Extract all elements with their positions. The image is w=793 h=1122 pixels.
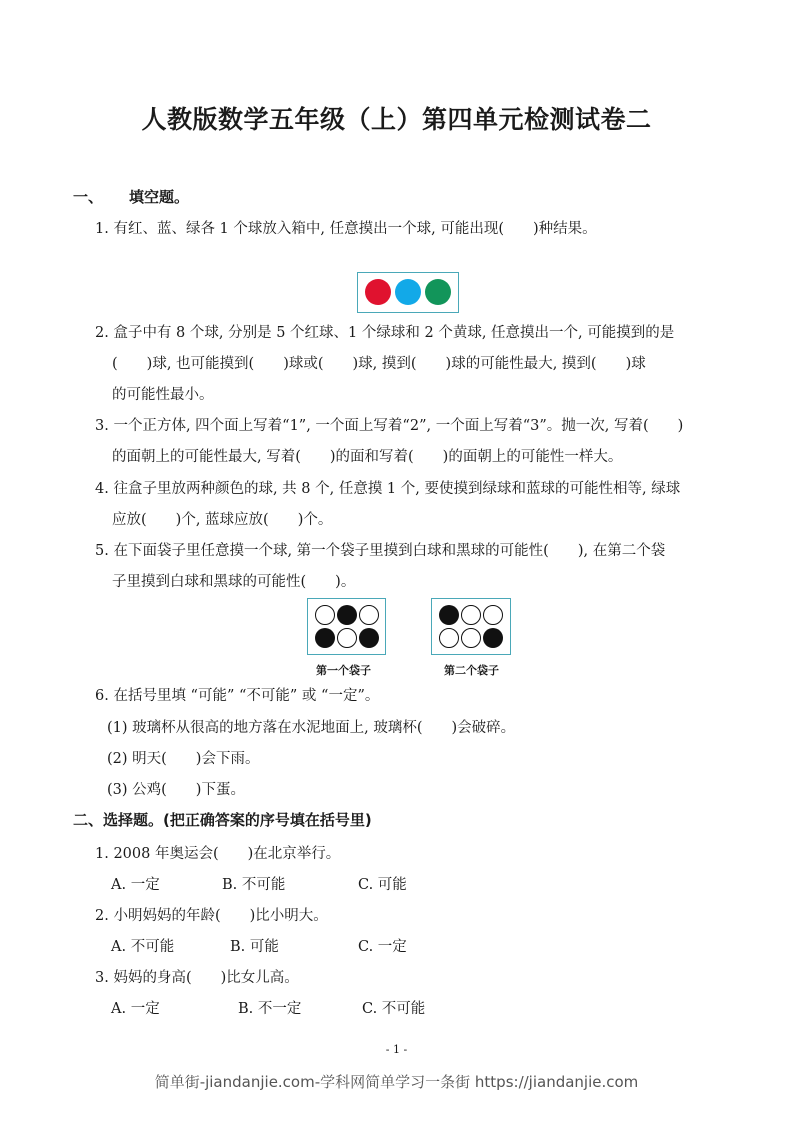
question-5-line2: 子里摸到白球和黑球的可能性( )。	[112, 574, 356, 590]
choice-question-1: 1. 2008 年奥运会( )在北京举行。	[95, 846, 341, 862]
first-bag-figure	[307, 598, 386, 655]
black-ball-icon	[359, 628, 379, 648]
first-bag-caption: 第一个袋子	[316, 664, 371, 677]
section2-heading: 二、选择题。(把正确答案的序号填在括号里)	[73, 811, 372, 829]
question-2-line1: 2. 盒子中有 8 个球, 分别是 5 个红球、1 个绿球和 2 个黄球, 任意摸出一个, 可能摸到的是	[95, 325, 675, 341]
section1-heading: 填空题。	[129, 188, 190, 206]
question-2-line3: 的可能性最小。	[112, 387, 214, 403]
white-ball-icon	[315, 605, 335, 625]
question-6: 6. 在括号里填 “可能” “不可能” 或 “一定”。	[95, 688, 380, 704]
three-balls-figure	[357, 272, 459, 313]
question-4-line1: 4. 往盒子里放两种颜色的球, 共 8 个, 任意摸 1 个, 要使摸到绿球和蓝球的可能性相等, 绿球	[95, 481, 681, 497]
question-4-line2: 应放( )个, 蓝球应放( )个。	[112, 512, 333, 528]
white-ball-icon	[359, 605, 379, 625]
green-ball-icon	[425, 279, 451, 305]
question-6-part1: (1) 玻璃杯从很高的地方落在水泥地面上, 玻璃杯( )会破碎。	[107, 720, 516, 736]
choice-question-2: 2. 小明妈妈的年龄( )比小明大。	[95, 908, 328, 924]
black-ball-icon	[315, 628, 335, 648]
second-bag-caption: 第二个袋子	[444, 664, 499, 677]
choice-option-b: B. 可能	[230, 939, 279, 955]
white-ball-icon	[337, 628, 357, 648]
page-number: - 1 -	[385, 1043, 408, 1056]
black-ball-icon	[483, 628, 503, 648]
choice-option-b: B. 不可能	[222, 877, 286, 893]
question-6-part3: (3) 公鸡( )下蛋。	[107, 782, 245, 798]
choice-option-a: A. 一定	[111, 1001, 160, 1017]
choice-option-c: C. 不可能	[362, 1001, 426, 1017]
white-ball-icon	[461, 628, 481, 648]
second-bag-figure	[431, 598, 511, 655]
question-6-part2: (2) 明天( )会下雨。	[107, 751, 260, 767]
white-ball-icon	[483, 605, 503, 625]
choice-option-c: C. 一定	[358, 939, 407, 955]
choice-question-3: 3. 妈妈的身高( )比女儿高。	[95, 970, 299, 986]
question-2-line2: ( )球, 也可能摸到( )球或( )球, 摸到( )球的可能性最大, 摸到( )球	[112, 356, 646, 372]
choice-option-a: A. 一定	[111, 877, 160, 893]
choice-option-b: B. 不一定	[238, 1001, 302, 1017]
black-ball-icon	[337, 605, 357, 625]
choice-option-a: A. 不可能	[111, 939, 175, 955]
white-ball-icon	[461, 605, 481, 625]
section1-number: 一、	[73, 188, 104, 206]
question-1: 1. 有红、蓝、绿各 1 个球放入箱中, 任意摸出一个球, 可能出现( )种结果。	[95, 221, 597, 237]
page-title: 人教版数学五年级（上）第四单元检测试卷二	[141, 105, 652, 134]
choice-option-c: C. 可能	[358, 877, 407, 893]
white-ball-icon	[439, 628, 459, 648]
blue-ball-icon	[395, 279, 421, 305]
question-3-line1: 3. 一个正方体, 四个面上写着“1”, 一个面上写着“2”, 一个面上写着“3”。抛一次, 写着( )	[95, 418, 684, 434]
black-ball-icon	[439, 605, 459, 625]
question-3-line2: 的面朝上的可能性最大, 写着( )的面和写着( )的面朝上的可能性一样大。	[112, 449, 623, 465]
red-ball-icon	[365, 279, 391, 305]
footer-watermark: 简单街-jiandanjie.com-学科网简单学习一条街 https://jiandanjie.com	[154, 1073, 639, 1091]
question-5-line1: 5. 在下面袋子里任意摸一个球, 第一个袋子里摸到白球和黑球的可能性( ), 在第二个袋	[95, 543, 666, 559]
